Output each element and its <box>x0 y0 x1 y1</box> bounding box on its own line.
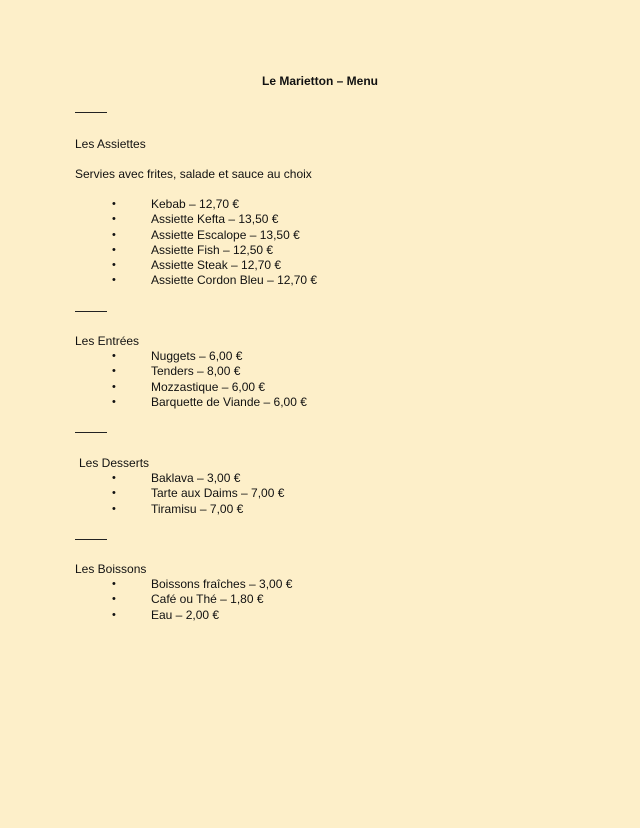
bullet: • <box>112 608 116 621</box>
bullet: • <box>112 593 116 606</box>
bullet: • <box>112 243 116 256</box>
menu-title: Le Marietton – Menu <box>261 74 378 88</box>
section-divider <box>75 432 107 433</box>
item-label: Assiette Steak – 12,70 € <box>151 258 282 272</box>
bullet: • <box>112 350 116 362</box>
section-subtitle-assiettes: Servies avec frites, salade et sauce au choix <box>75 167 312 181</box>
item-label: Mozzastique – 6,00 € <box>151 379 266 394</box>
section-title-desserts: Les Desserts <box>79 456 150 470</box>
bullet: • <box>112 274 116 287</box>
item-label: Eau – 2,00 € <box>151 607 220 622</box>
item-label: Tiramisu – 7,00 € <box>151 501 244 516</box>
item-label: Assiette Kefta – 13,50 € <box>151 212 279 227</box>
bullet: • <box>112 578 116 590</box>
section-divider <box>75 539 107 540</box>
item-label: Assiette Escalope – 13,50 € <box>151 227 300 242</box>
bullet: • <box>112 365 116 378</box>
item-label: Baklava – 3,00 € <box>151 471 241 485</box>
bullet: • <box>112 487 116 500</box>
bullet: • <box>112 472 116 484</box>
bullet: • <box>112 502 116 515</box>
bullet: • <box>112 228 116 241</box>
bullet: • <box>112 380 116 393</box>
item-label: Nuggets – 6,00 € <box>151 349 243 363</box>
item-label: Café ou Thé – 1,80 € <box>151 592 264 607</box>
section-title-assiettes: Les Assiettes <box>75 137 146 151</box>
item-label: Assiette Fish – 12,50 € <box>151 242 274 257</box>
item-label: Kebab – 12,70 € <box>151 197 240 211</box>
section-title-entrees: Les Entrées <box>75 334 140 348</box>
bullet: • <box>112 198 116 210</box>
bullet: • <box>112 395 116 408</box>
item-label: Barquette de Viande – 6,00 € <box>151 394 307 409</box>
item-label: Tarte aux Daims – 7,00 € <box>151 486 285 501</box>
bullet: • <box>112 213 116 226</box>
item-label: Tenders – 8,00 € <box>151 364 241 379</box>
bullet: • <box>112 259 116 271</box>
section-divider <box>75 311 107 312</box>
section-divider <box>75 112 107 113</box>
item-label: Assiette Cordon Bleu – 12,70 € <box>151 273 318 288</box>
section-title-boissons: Les Boissons <box>75 562 147 576</box>
item-label: Boissons fraîches – 3,00 € <box>151 577 293 591</box>
